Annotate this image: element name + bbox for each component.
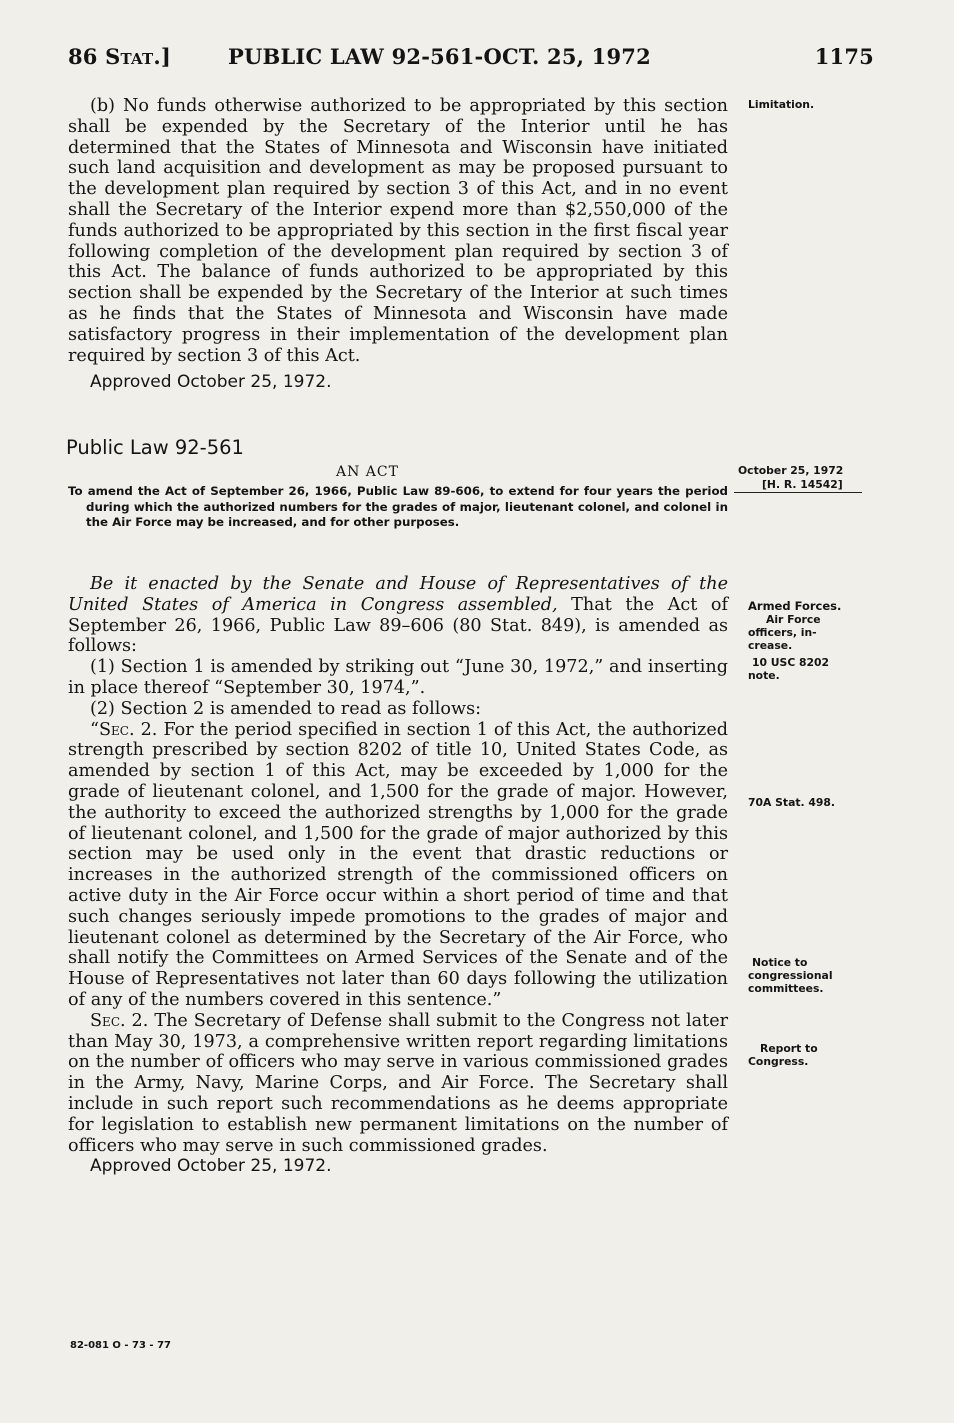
sec2-text: For the period specified in section 1 of this Act, the authorized strength prescribed by section 8202 of title 10, United States Code, as amended by section 1 of this Act, may be exceeded by 1,000 for the grade of lieutenant colonel, and 1,500 for the grade of major. However, the authority to exceed the authorized strengths by 1,000 for the grade of lieutenant colonel, and 1,500 for the grade of major authorized by this section may be used only in the event that drastic reductions or increases in the authorized strength of the commissioned officers on active duty in the Air Force occur within a short period of time and that such changes seriously impede promotions to the grades of major and lieutenant colonel as determined by the Secretary of the Air Force, who shall notify the Committees on Armed Services of the Senate and of the House of Representatives not later than 60 days following the utilization of any of the numbers covered in this sentence.” bbox=[68, 719, 729, 1010]
item-2: (2) Section 2 is amended to read as follows: bbox=[90, 698, 482, 719]
enacting-italic: Be it enacted by the Senate and House of Representatives of the United States of America in Congress assembled, bbox=[68, 574, 728, 615]
note-notice-1: Notice to bbox=[752, 956, 808, 969]
approved-line-1: Approved October 25, 1972. bbox=[90, 372, 332, 393]
sidebar-rule bbox=[734, 492, 862, 493]
an-act-heading: AN ACT bbox=[336, 464, 399, 480]
note-note: note. bbox=[748, 669, 780, 682]
section-2 bbox=[68, 1011, 728, 1157]
enacting-clause bbox=[68, 574, 728, 657]
item-1: (1) Section 1 is amended by striking out “June 30, 1972,” and inserting in place thereof “September 30, 1974,”. bbox=[68, 657, 728, 698]
sec-2-text: The Secretary of Defense shall submit to the Congress not later than May 30, 1973, a comprehensive written report regarding limitations on the number of officers who may serve in various commissioned grades in the Army, Navy, Marine Corps, and Air Force. The Secretary shall include in such report such recommendations as he deems appropriate for legislation to establish new permanent limitations on the number of officers who may serve in such commissioned grades. bbox=[68, 1010, 729, 1156]
note-report-1: Report to bbox=[760, 1042, 818, 1055]
purpose-text: To amend the Act of September 26, 1966, Public Law 89-606, to extend for four years the period during which the authorized numbers for the grades of major, lieutenant colonel, and colonel in the Air Force may be increased, and for other purposes. bbox=[68, 484, 728, 529]
note-report-2: Congress. bbox=[748, 1055, 809, 1068]
footer-code: 82-081 O - 73 - 77 bbox=[70, 1340, 171, 1351]
note-officers: officers, in- bbox=[748, 626, 817, 639]
margin-note-bill: [H. R. 14542] bbox=[762, 478, 843, 491]
prior-law-block bbox=[68, 96, 728, 393]
note-notice-2: congressional bbox=[748, 969, 833, 982]
note-armed-forces: Armed Forces. bbox=[748, 599, 842, 613]
enacting-rest: That the Act of September 26, 1966, Public Law 89–606 (80 Stat. 849), is amended as follows: bbox=[68, 594, 729, 657]
sec2-label: “Sec. 2. bbox=[90, 719, 158, 740]
purpose-clause bbox=[68, 484, 728, 531]
header-title: PUBLIC LAW 92-561-OCT. 25, 1972 bbox=[228, 44, 651, 69]
running-header bbox=[68, 44, 874, 74]
sec-2-label: Sec. 2. bbox=[90, 1010, 149, 1031]
note-usc: 10 USC 8202 bbox=[752, 656, 830, 669]
note-air-force: Air Force bbox=[766, 613, 821, 626]
paragraph-b: (b) No funds otherwise authorized to be appropriated by this section shall be expended by the Secretary of the Interior until he has determined that the States of Minnesota and Wisconsin have initiated such land acquisition and development as may be proposed pursuant to the development plan required by section 3 of this Act, and in no event shall the Secretary of the Interior expend more than $2,550,000 of the funds authorized to be appropriated by this section in the first fiscal year following completion of the development plan required by section 3 of this Act. The balance of funds authorized to be appropriated by this section shall be expended by the Secretary of the Interior at such times as he finds that the States of Minnesota and Wisconsin have made satisfactory progress in their implementation of the development plan required by section 3 of this Act. bbox=[68, 96, 728, 366]
margin-note-report bbox=[748, 1042, 878, 1068]
note-notice-3: committees. bbox=[748, 982, 824, 995]
margin-note-notice bbox=[748, 956, 878, 995]
approved-line-2: Approved October 25, 1972. bbox=[90, 1156, 332, 1177]
margin-note-armed-forces bbox=[748, 600, 878, 682]
margin-note-stat: 70A Stat. 498. bbox=[748, 796, 836, 809]
note-crease: crease. bbox=[748, 639, 793, 652]
header-stat: 86 Stat.] bbox=[68, 44, 172, 69]
law-body bbox=[68, 574, 728, 1177]
margin-note-date: October 25, 1972 bbox=[738, 464, 844, 477]
margin-note-limitation: Limitation. bbox=[748, 98, 815, 111]
page-number: 1175 bbox=[814, 44, 874, 69]
public-law-title: Public Law 92-561 bbox=[66, 436, 244, 459]
section-2-amended bbox=[68, 720, 728, 1011]
